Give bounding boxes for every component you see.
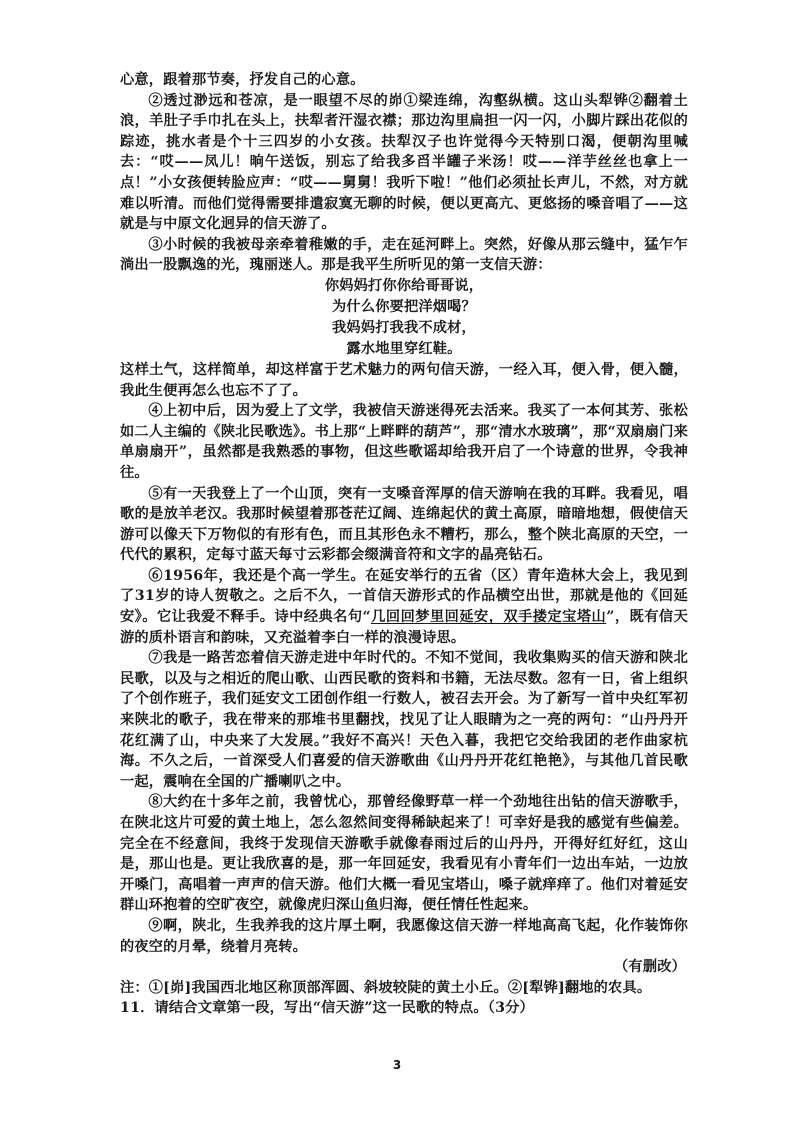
page-number: 3 (392, 1058, 402, 1072)
paragraph-4: ④上初中后，因为爱上了文学，我被信天游迷得死去活来。我买了一本何其芳、张松如二人主编的《陕北民歌选》。书上那“上畔畔的葫芦”，那“清水水玻璃”，那“双扇扇门来单扇扇开”，虽然都是我熟悉的事物，但这些歌谣却给我开启了一个诗意的世界，令我神往。 (120, 403, 688, 481)
paragraph-3: ③小时候的我被母亲牵着稚嫩的手，走在延河畔上。突然，好像从那云缝中，猛乍乍淌出一股飘逸的光，瑰丽迷人。那是我平生所听见的第一支信天游： (120, 236, 688, 274)
verse-line: 我妈妈打我我不成材， (332, 319, 476, 336)
paragraph-8: ⑧大约在十多年之前，我曾忧心，那曾经像野草一样一个劲地往出钻的信天游歌手，在陕北这片可爱的黄土地上，怎么忽然间变得稀缺起来了！可幸好是我的感觉有些偏差。完全在不经意间，我终于发现信天游歌手就像春雨过后的山丹丹，开得好红好红，这山是，那山也是。更让我欣喜的是，那一年回延安，我看见有小青年们一边出车站，一边放开嗓门，高唱着一声声的信天游。他们大概一看见宝塔山，嗓子就痒痒了。他们对着延安群山环抱着的空旷夜空，就像虎归深山鱼归海，便任情任性起来。 (120, 794, 688, 914)
paragraph-6-text: ⑥1956年，我还是个高一学生。在延安举行的五省（区）青年造林大会上，我见到了31岁的诗人贺敬之。之后不久，一首信天游形式的作品横空出世，那就是他的《回延安》。它让我爱不释手。诗中经典名句“ (120, 567, 688, 626)
paragraph-2: ②透过渺远和苍凉，是一眼望不尽的峁①梁连绵，沟壑纵横。这山头犁铧②翻着土浪，羊肚子手巾扎在头上，扶犁者汗湿衣襟；那边沟里扁担一闪一闪，小脚片踩出花似的踪迹，挑水者是个十三四岁的小女孩。扶犁汉子也许觉得今天特别口渴，便朝沟里喊去：“哎——凤儿！晌午送饭，别忘了给我多舀半罐子米汤！哎——洋芋丝丝也拿上一点！”小女孩便转脸应声：“哎——舅舅！我听下啦！”他们必须扯长声儿，不然，对方就难以听清。而他们觉得需要排遣寂寞无聊的时候，便以更高亢、更悠扬的嗓音唱了——这就是与中原文化迥异的信天游了。 (120, 92, 688, 233)
paragraph-6 (120, 566, 688, 648)
verse-line: 露水地里穿红鞋。 (346, 340, 462, 357)
paragraph-6-text-end: ”，既有信天游的质朴语言和韵味，又充溢着李白一样的浪漫诗思。 (120, 609, 688, 646)
article-body (120, 70, 688, 1019)
question-11: 11．请结合文章第一段，写出“信天游”这一民歌的特点。（3分） (120, 1000, 534, 1017)
paragraph-3-continued: 这样土气，这样简单，却这样富于艺术魅力的两句信天游，一经入耳，便入骨，便入髓，我此生便再怎么也忘不了了。 (120, 361, 688, 399)
footnote: 注：①[峁]我国西北地区称顶部浑圆、斜坡较陡的黄土小丘。②[犁铧]翻地的农具。 (120, 979, 652, 996)
paragraph-opening: 心意，跟着那节奏，抒发自己的心意。 (120, 72, 365, 88)
paragraph-5: ⑤有一天我登上了一个山顶，突有一支嗓音浑厚的信天游响在我的耳畔。我看见，唱歌的是放羊老汉。我那时候望着那苍茫辽阔、连绵起伏的黄土高原，暗暗地想，假使信天游可以像天下万物似的有形有色，而且其形色永不糟朽，那么，整个陕北高原的天空，一代代的累积，定每寸蓝天每寸云彩都会缀满音符和文字的晶亮钻石。 (120, 485, 688, 564)
folk-song-verse (120, 276, 688, 360)
paragraph-9: ⑨啊，陕北，生我养我的这片厚土啊，我愿像这信天游一样地高高飞起，化作装饰你的夜空的月晕，绕着月亮转。 (120, 917, 688, 955)
revision-note: （有删改） (614, 959, 686, 976)
verse-line: 你妈妈打你你给哥哥说， (324, 277, 484, 294)
underlined-quote: 几回回梦里回延安，双手搂定宝塔山 (370, 609, 607, 626)
verse-line: 为什么你要把洋烟喝？ (332, 298, 476, 315)
paragraph-7: ⑦我是一路苦恋着信天游走进中年时代的。不知不觉间，我收集购买的信天游和陕北民歌，以及与之相近的爬山歌、山西民歌的资料和书籍，无法尽数。忽有一日，省上组织了个创作班子，我们延安文工团创作组一行数人，被召去开会。为了新写一首中央红军初来陕北的歌子，我在带来的那堆书里翻找，找见了让人眼睛为之一亮的两句：“山丹丹开花红满了山，中央来了大发展。”我好不高兴！天色入暮，我把它交给我团的老作曲家杭海。不久之后，一首深受人们喜爱的信天游歌曲《山丹丹开花红艳艳》，与其他几首民歌一起，震响在全国的广播喇叭之中。 (120, 650, 688, 790)
